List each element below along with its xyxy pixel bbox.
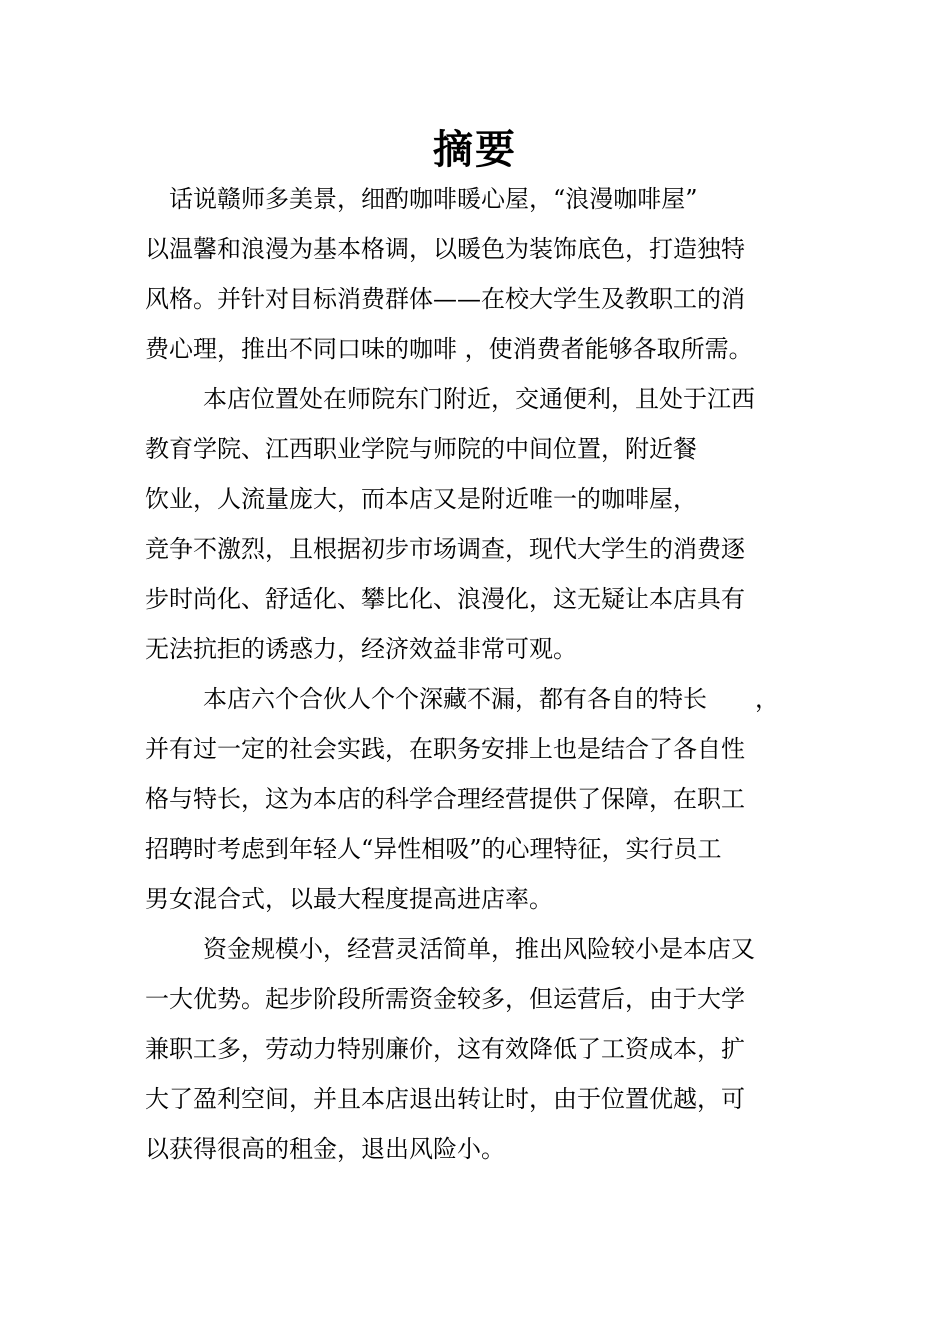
paragraph-line: 以温馨和浪漫为基本格调，以暖色为装饰底色，打造独特 — [145, 235, 745, 263]
paragraph-line: 大了盈利空间，并且本店退出转让时，由于位置优越，可 — [145, 1085, 745, 1113]
paragraph-line: 饮业，人流量庞大，而本店又是附近唯一的咖啡屋， — [145, 485, 697, 513]
paragraph-line: 以获得很高的租金，退出风险小。 — [145, 1135, 505, 1163]
paragraph-line: 风格。并针对目标消费群体——在校大学生及教职工的消 — [145, 285, 745, 313]
paragraph-line: 一大优势。起步阶段所需资金较多，但运营后，由于大学 — [145, 985, 745, 1013]
paragraph-line: 格与特长，这为本店的科学合理经营提供了保障，在职工 — [145, 785, 745, 813]
paragraph-line: 无法抗拒的诱惑力，经济效益非常可观。 — [145, 635, 577, 663]
paragraph-line: 资金规模小，经营灵活简单，推出风险较小是本店又 — [203, 935, 755, 963]
paragraph-line: 费心理，推出不同口味的咖啡 ，使消费者能够各取所需。 — [145, 335, 753, 363]
paragraph-line: 步时尚化、舒适化、攀比化、浪漫化，这无疑让本店具有 — [145, 585, 745, 613]
paragraph-line: 教育学院、江西职业学院与师院的中间位置，附近餐 — [145, 435, 697, 463]
paragraph-line: 招聘时考虑到年轻人“异性相吸”的心理特征，实行员工 — [145, 835, 722, 863]
paragraph-line: 本店位置处在师院东门附近，交通便利，且处于江西 — [203, 385, 755, 413]
paragraph-line: 男女混合式，以最大程度提高进店率。 — [145, 885, 553, 913]
paragraph-line: 话说赣师多美景，细酌咖啡暖心屋，“浪漫咖啡屋” — [145, 185, 698, 213]
paragraph-line: 兼职工多，劳动力特别廉价，这有效降低了工资成本，扩 — [145, 1035, 745, 1063]
paragraph-line: 本店六个合伙人个个深藏不漏，都有各自的特长 ， — [203, 685, 779, 713]
paragraph-line: 并有过一定的社会实践，在职务安排上也是结合了各自性 — [145, 735, 745, 763]
page-title: 摘要 — [433, 126, 517, 173]
paragraph-line: 竞争不激烈，且根据初步市场调查，现代大学生的消费逐 — [145, 535, 745, 563]
